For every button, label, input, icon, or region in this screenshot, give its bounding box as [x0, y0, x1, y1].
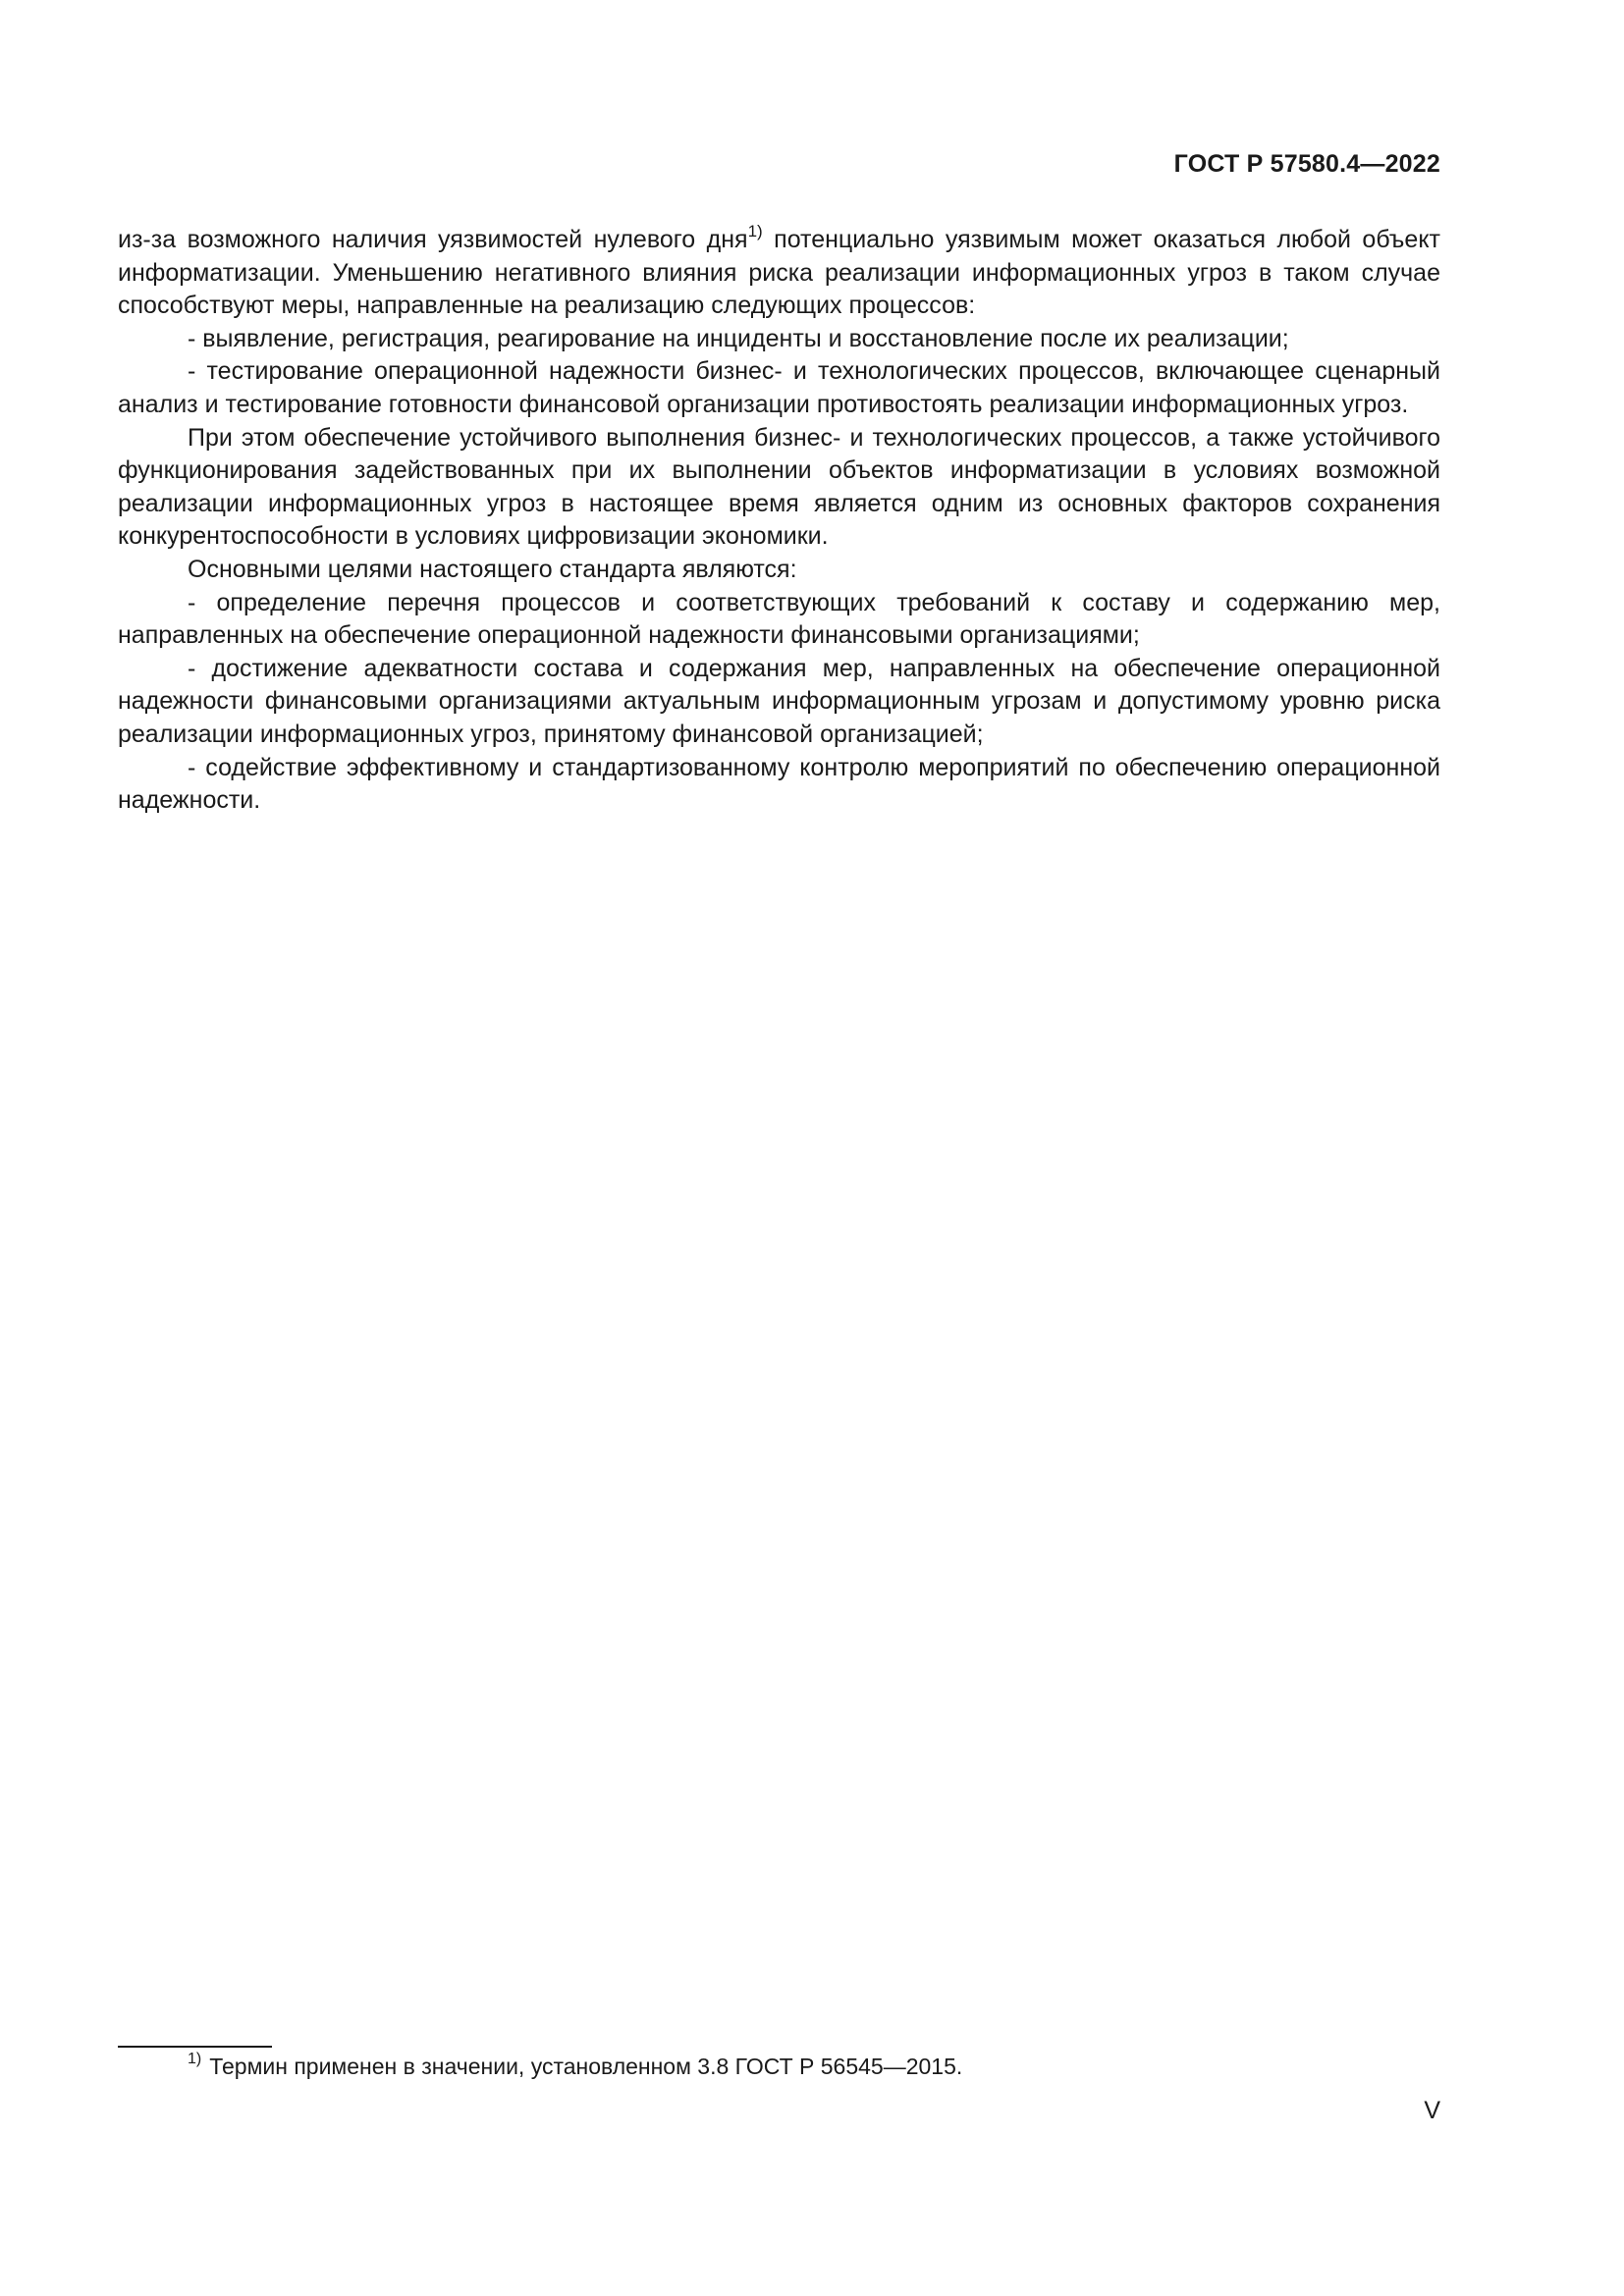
list-item-goal-processes: - определение перечня процессов и соответствующих требований к составу и содержанию мер, направленных на обеспечение операционной надежности финансовыми организациями;	[118, 588, 1440, 650]
footnote-separator	[118, 2046, 272, 2048]
list-item-goal-adequacy: - достижение адекватности состава и содержания мер, направленных на обеспечение операционной надежности финансовыми организациями актуальным информационным угрозам и допустимому уровню риска реализации информационных угроз, принятому финансовой организацией;	[118, 654, 1440, 748]
list-item-testing: - тестирование операционной надежности бизнес- и технологических процессов, включающее сценарный анализ и тестирование готовности финансовой организации противостоять реализации информационных угроз.	[118, 357, 1440, 418]
paragraph-intro-continuation	[118, 221, 1440, 323]
list-item-incident-response: - выявление, регистрация, реагирование на инциденты и восстановление после их реализации;	[188, 324, 1289, 352]
footnote	[188, 2052, 962, 2081]
footnote-text: Термин применен в значении, установленном 3.8 ГОСТ Р 56545—2015.	[209, 2054, 963, 2079]
paragraph-text: потенциально уязвимым может оказаться любой объект информатизации. Уменьшению негативного влияния риска реализации информационных угроз в таком случае способствуют меры, направленные на реализацию следующих процессов:	[118, 226, 1440, 320]
paragraph-goals-intro: Основными целями настоящего стандарта являются:	[188, 555, 797, 583]
paragraph-sustainability: При этом обеспечение устойчивого выполнения бизнес- и технологических процессов, а также устойчивого функционирования задействованных при их выполнении объектов информатизации в условиях возможной реализации информационных угроз в настоящее время является одним из основных факторов сохранения конкурентоспособности в условиях цифровизации экономики.	[118, 423, 1440, 551]
document-code-header: ГОСТ Р 57580.4—2022	[1173, 150, 1440, 178]
paragraph-text: из-за возможного наличия уязвимостей нулевого дня	[118, 226, 748, 253]
page-number: V	[1424, 2097, 1440, 2124]
footnote-reference: 1)	[747, 221, 763, 240]
document-body	[118, 221, 1440, 818]
footnote-marker: 1)	[188, 2051, 202, 2068]
list-item-goal-control: - содействие эффективному и стандартизованному контролю мероприятий по обеспечению операционной надежности.	[118, 753, 1440, 815]
